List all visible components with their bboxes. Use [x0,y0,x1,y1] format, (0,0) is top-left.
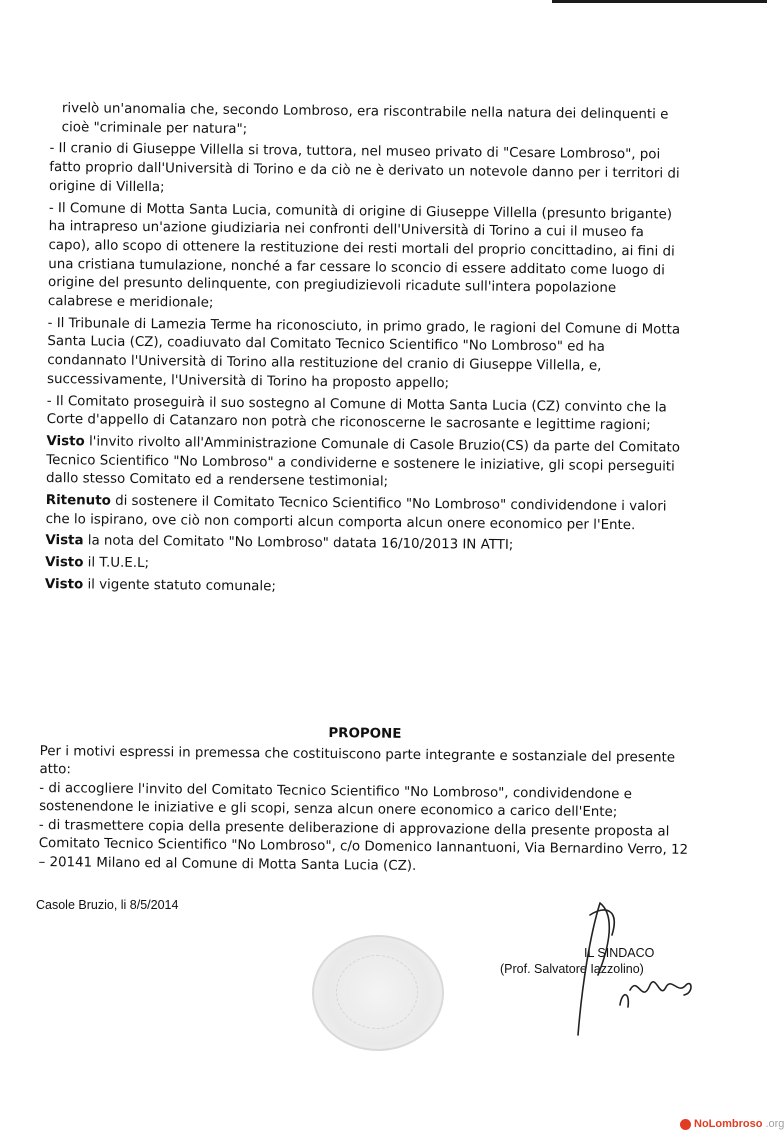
paragraph-visto-statuto: Visto il vigente statuto comunale; [44,576,276,595]
body-paragraphs [45,100,686,604]
watermark-suffix: .org [765,1118,784,1130]
watermark-logo-icon [680,1119,691,1130]
paragraph-vista: Vista la nota del Comitato "No Lombroso" datata 16/10/2013 IN ATTI; [45,533,514,554]
sindaco-label: IL SINDACO [584,946,655,960]
propone-line: - di trasmettere copia della presente deliberazione di approvazione della presente proposta al Comitato Tecnico Scientifico "No Lombroso", c/o Domenico Iannantuoni, Via Bernardino Verro, 12 – 20141 Milano ed al Comune di Motta Santa Lucia (CZ). [38,817,689,874]
paragraph: - Il cranio di Giuseppe Villella si trova, tuttora, nel museo privato di "Cesare Lombroso", poi fatto proprio dall'Università di Torino e da ciò ne è derivato un notevole danno per i territori di origine di Villella; [49,141,680,196]
propone-line: - di accogliere l'invito del Comitato Tecnico Scientifico "No Lombroso", condividendone e sostenendone le iniziative e gli scopi, senza alcun onere economico a carico dell'Ente; [39,780,632,821]
paragraph-visto: Visto l'invito rivolto all'Amministrazione Comunale di Casole Bruzio(CS) da parte del Comitato Tecnico Scientifico "No Lombroso" a condividerne e sostenere le iniziative, gli scopi perseguiti dallo stesso Comitato ed a rendersene testimonial; [45,433,681,490]
nolombroso-watermark [680,1118,784,1130]
handwritten-signature [560,895,700,1045]
paragraph: - Il Comitato proseguirà il suo sostegno al Comune di Motta Santa Lucia (CZ) convinto che la Corte d'appello di Catanzaro non potrà che riconoscerne le sacrosante e legittime ragioni; [46,393,667,434]
signatory-name: (Prof. Salvatore Iazzolino) [500,962,644,976]
paragraph-visto-tuel: Visto il T.U.E.L; [45,555,150,572]
municipal-stamp [312,935,444,1051]
scan-edge-line [552,0,767,3]
place-date: Casole Bruzio, li 8/5/2014 [36,898,179,912]
propone-section [38,722,690,879]
propone-line: Per i motivi espressi in premessa che costituiscono parte integrante e sostanziale del presente atto: [39,743,676,778]
paragraph: - Il Comune di Motta Santa Lucia, comunità di origine di Giuseppe Villella (presunto brigante) ha intrapreso un'azione giudiziaria nei confronti dell'Università di Torino a cui il museo fa capo), allo scopo di ottenere la restituzione dei resti mortali del proprio concittadino, ai fini di una cristiana tumulazione, nonché a far cessare lo sconcio di essere additato come luogo di origine del presunto delinquente, con pregiudizievoli ricadute sull'intera popolazione calabrese e meridionale; [47,200,675,311]
paragraph: rivelò un'anomalia che, secondo Lombroso, era riscontrabile nella natura dei delinquenti e cioè "criminale per natura"; [61,101,669,137]
paragraph: - Il Tribunale di Lamezia Terme ha riconosciuto, in primo grado, le ragioni del Comune di Motta Santa Lucia (CZ), coadiuvato dal Comitato Tecnico Scientifico "No Lombroso" ed ha condannato l'Università di Torino alla restituzione del cranio di Giuseppe Villella, e, successivamente, l'Università di Torino ha proposto appello; [46,315,681,392]
propone-heading: PROPONE [328,726,402,742]
watermark-brand: NoLombroso [694,1118,763,1130]
stamp-inner-ring [336,955,418,1029]
paragraph-ritenuto: Ritenuto di sostenere il Comitato Tecnico Scientifico "No Lombroso" condividendone i valori che lo ispirano, ove ciò non comporti alcun comporta alcun onere economico per l'Ente. [45,493,667,533]
